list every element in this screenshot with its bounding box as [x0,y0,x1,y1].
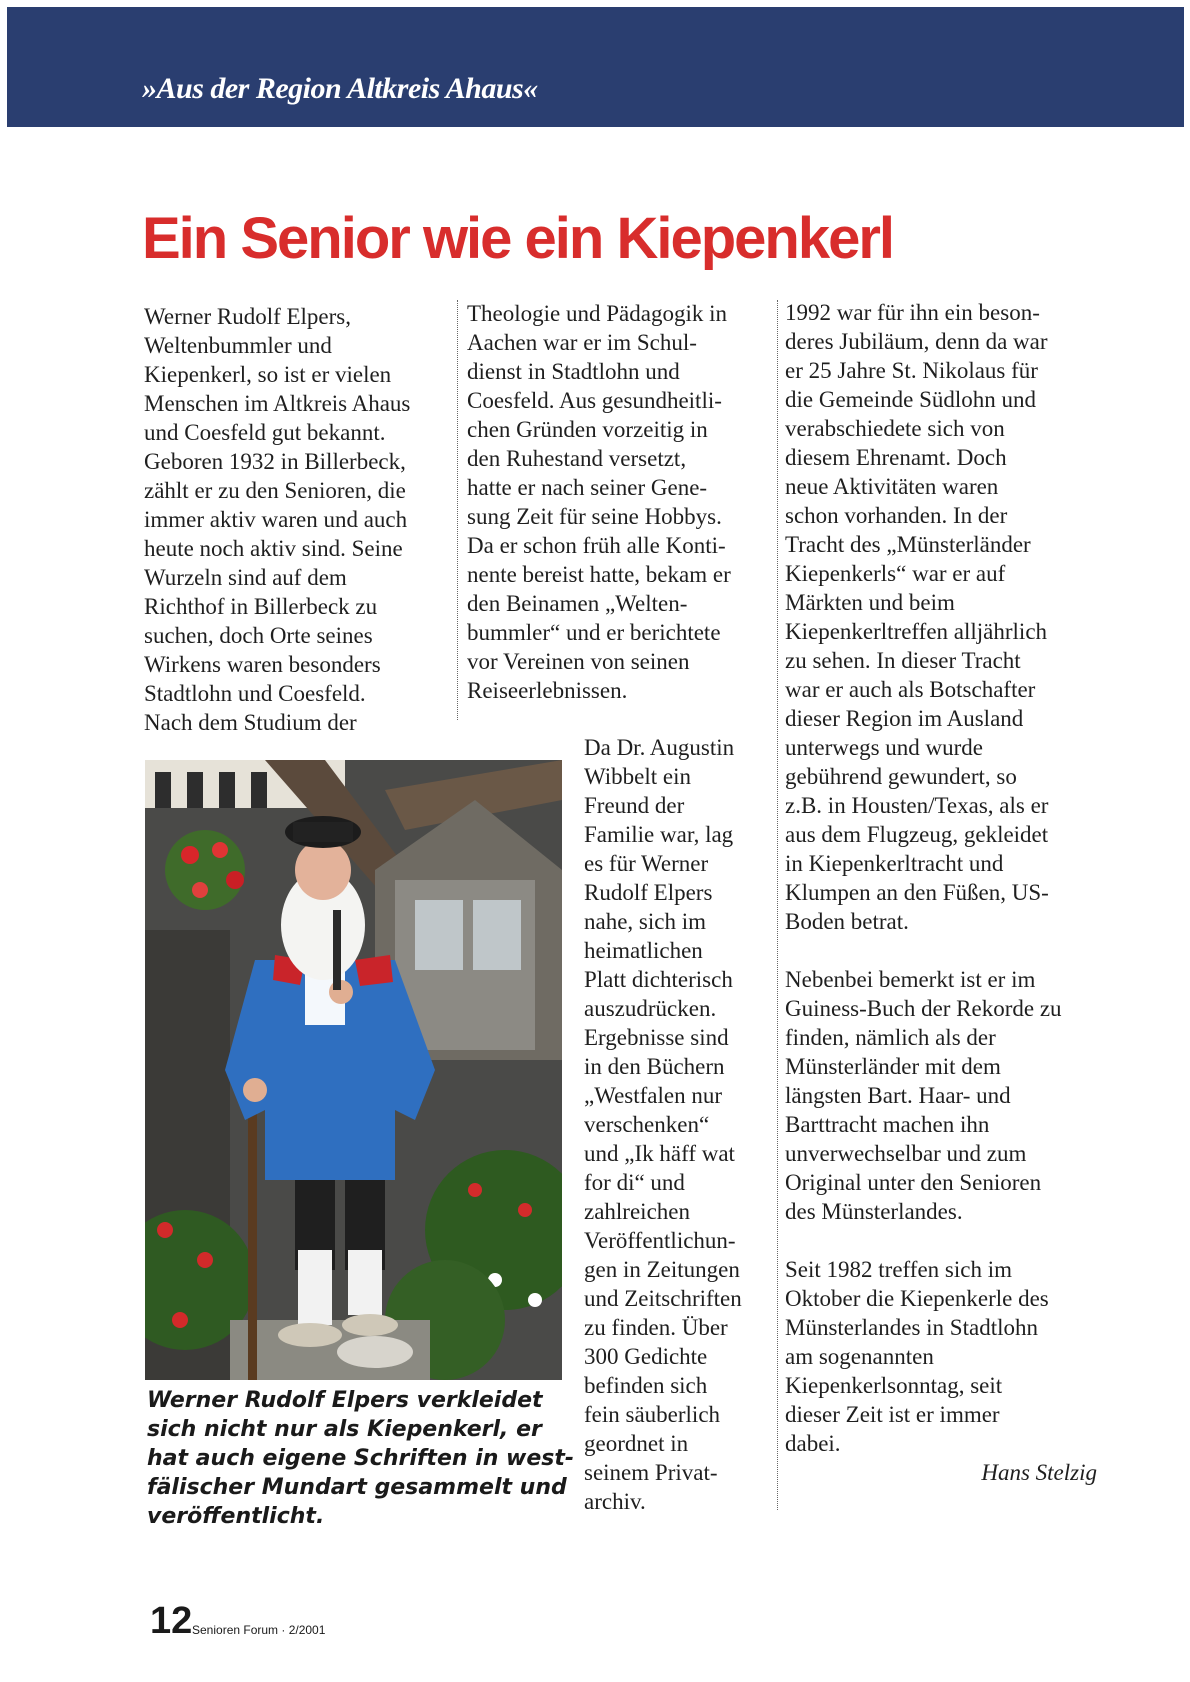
text-line: die Gemeinde Südlohn und [785,387,1037,412]
text-line: Richthof in Billerbeck zu [144,594,378,619]
section-banner [7,7,1184,127]
text-line: Da er schon früh alle Konti- [467,533,726,558]
article-photo [145,760,562,1380]
text-line: bummler“ und er berichtete [467,620,721,645]
column-divider [457,300,458,720]
text-line: Boden betrat. [785,909,909,934]
text-line: dieser Region im Ausland [785,706,1024,731]
text-line: verabschiedete sich von [785,416,1005,441]
text-line: archiv. [584,1489,646,1514]
text-line: deres Jubiläum, denn da war [785,329,1048,354]
text-line: Da Dr. Augustin [584,735,735,760]
author-name: Hans Stelzig [981,1460,1097,1485]
text-line: den Ruhestand versetzt, [467,446,687,471]
text-line: seinem Privat- [584,1460,718,1485]
section-title: »Aus der Region Altkreis Ahaus« [142,72,538,105]
text-line: chen Gründen vorzeitig in [467,417,708,442]
text-line: Familie war, lag [584,822,734,847]
text-line: Seit 1982 treffen sich im [785,1257,1012,1282]
text-line: Rudolf Elpers [584,880,713,905]
column-divider [777,300,778,1510]
text-line: Münsterlandes in Stadtlohn [785,1315,1038,1340]
text-line: Nebenbei bemerkt ist er im [785,967,1036,992]
text-line: Kiepenkerl, so ist er vielen [144,362,392,387]
text-line: diesem Ehrenamt. Doch [785,445,1007,470]
text-line: Freund der [584,793,685,818]
text-line: dabei. [785,1431,841,1456]
text-line: aus dem Flugzeug, gekleidet [785,822,1049,847]
text-line: Nach dem Studium der [144,710,357,735]
text-line: „Westfalen nur [584,1083,722,1108]
text-line: unverwechselbar und zum [785,1141,1027,1166]
text-line: Theologie und Pädagogik in [467,301,727,326]
text-line: Kiepenkerlsonntag, seit [785,1373,1003,1398]
text-line: z.B. in Housten/Texas, als er [785,793,1049,818]
text-line: zählt er zu den Senioren, die [144,478,406,503]
text-line: sich nicht nur als Kiepenkerl, er [147,1417,542,1442]
text-line: dienst in Stadtlohn und [467,359,680,384]
text-line: auszudrücken. [584,996,717,1021]
paragraph [785,1255,1105,1458]
text-line: nente bereist hatte, bekam er [467,562,731,587]
text-line: zu sehen. In dieser Tracht [785,648,1021,673]
text-line: Ergebnisse sind [584,1025,729,1050]
paragraph [785,965,1105,1226]
text-line: und „Ik häff wat [584,1141,735,1166]
paragraph [785,298,1105,936]
text-line: Kiepenkerls“ war er auf [785,561,1006,586]
text-line: Geboren 1932 in Billerbeck, [144,449,406,474]
text-line: Werner Rudolf Elpers verkleidet [147,1388,543,1413]
text-line: neue Aktivitäten waren [785,474,999,499]
text-line: for di“ und [584,1170,685,1195]
text-line: vor Vereinen von seinen [467,649,690,674]
text-line: es für Werner [584,851,709,876]
text-line: Menschen im Altkreis Ahaus [144,391,411,416]
text-line: in Kiepenkerltracht und [785,851,1004,876]
text-line: zahlreichen [584,1199,690,1224]
column-2 [467,299,767,705]
text-line: fälischer Mundart gesammelt und [147,1475,567,1500]
text-line: gebührend gewundert, so [785,764,1017,789]
text-line: Coesfeld. Aus gesundheitli- [467,388,722,413]
text-line: 300 Gedichte [584,1344,708,1369]
text-line: Veröffentlichun- [584,1228,736,1253]
text-line: heimatlichen [584,938,703,963]
column-3 [584,733,774,1516]
text-line: am sogenannten [785,1344,934,1369]
column-4 [785,298,1105,1487]
text-line: Klumpen an den Füßen, US- [785,880,1049,905]
text-line: dieser Zeit ist er immer [785,1402,1000,1427]
text-line: gen in Zeitungen [584,1257,740,1282]
text-line: Kiepenkerltreffen alljährlich [785,619,1048,644]
text-line: hatte er nach seiner Gene- [467,475,708,500]
text-line: in den Büchern [584,1054,725,1079]
text-line: hat auch eigene Schriften in west- [147,1446,575,1471]
text-line: heute noch aktiv sind. Seine [144,536,403,561]
text-line: Wirkens waren besonders [144,652,381,677]
text-line: Tracht des „Münsterländer [785,532,1031,557]
text-line: Guiness-Buch der Rekorde zu [785,996,1062,1021]
text-line: geordnet in [584,1431,689,1456]
text-line: zu finden. Über [584,1315,728,1340]
text-line: und Zeitschriften [584,1286,742,1311]
text-line: fein säuberlich [584,1402,721,1427]
text-line: Aachen war er im Schul- [467,330,697,355]
text-line: 1992 war für ihn ein beson- [785,300,1040,325]
text-line: Märkten und beim [785,590,955,615]
text-line: Werner Rudolf Elpers, [144,304,351,329]
text-line: Barttracht machen ihn [785,1112,990,1137]
text-line: Wibbelt ein [584,764,692,789]
text-line: finden, nämlich als der [785,1025,996,1050]
text-line: des Münsterlandes. [785,1199,963,1224]
text-line: unterwegs und wurde [785,735,984,760]
photo-caption [147,1386,575,1531]
article-headline: Ein Senior wie ein Kiepenkerl [142,206,894,271]
text-line: suchen, doch Orte seines [144,623,373,648]
text-line: und Coesfeld gut bekannt. [144,420,386,445]
text-line: nahe, sich im [584,909,706,934]
text-line: verschenken“ [584,1112,710,1137]
publication-name: Senioren Forum · 2/2001 [192,1623,326,1637]
text-line: sung Zeit für seine Hobbys. [467,504,722,529]
text-line: Platt dichterisch [584,967,733,992]
text-line: befinden sich [584,1373,708,1398]
text-line: veröffentlicht. [147,1504,325,1529]
text-line: war er auch als Botschafter [785,677,1036,702]
column-1 [144,302,444,737]
text-line: Weltenbummler und [144,333,332,358]
text-line: Stadtlohn und Coesfeld. [144,681,366,706]
text-line: immer aktiv waren und auch [144,507,408,532]
text-line: längsten Bart. Haar- und [785,1083,1011,1108]
text-line: Wurzeln sind auf dem [144,565,347,590]
text-line: Original unter den Senioren [785,1170,1042,1195]
text-line: Oktober die Kiepenkerle des [785,1286,1049,1311]
text-line: er 25 Jahre St. Nikolaus für [785,358,1038,383]
page-number: 12 [150,1600,193,1642]
text-line: den Beinamen „Welten- [467,591,688,616]
text-line: Reiseerlebnissen. [467,678,628,703]
text-line: schon vorhanden. In der [785,503,1008,528]
text-line: Münsterländer mit dem [785,1054,1001,1079]
